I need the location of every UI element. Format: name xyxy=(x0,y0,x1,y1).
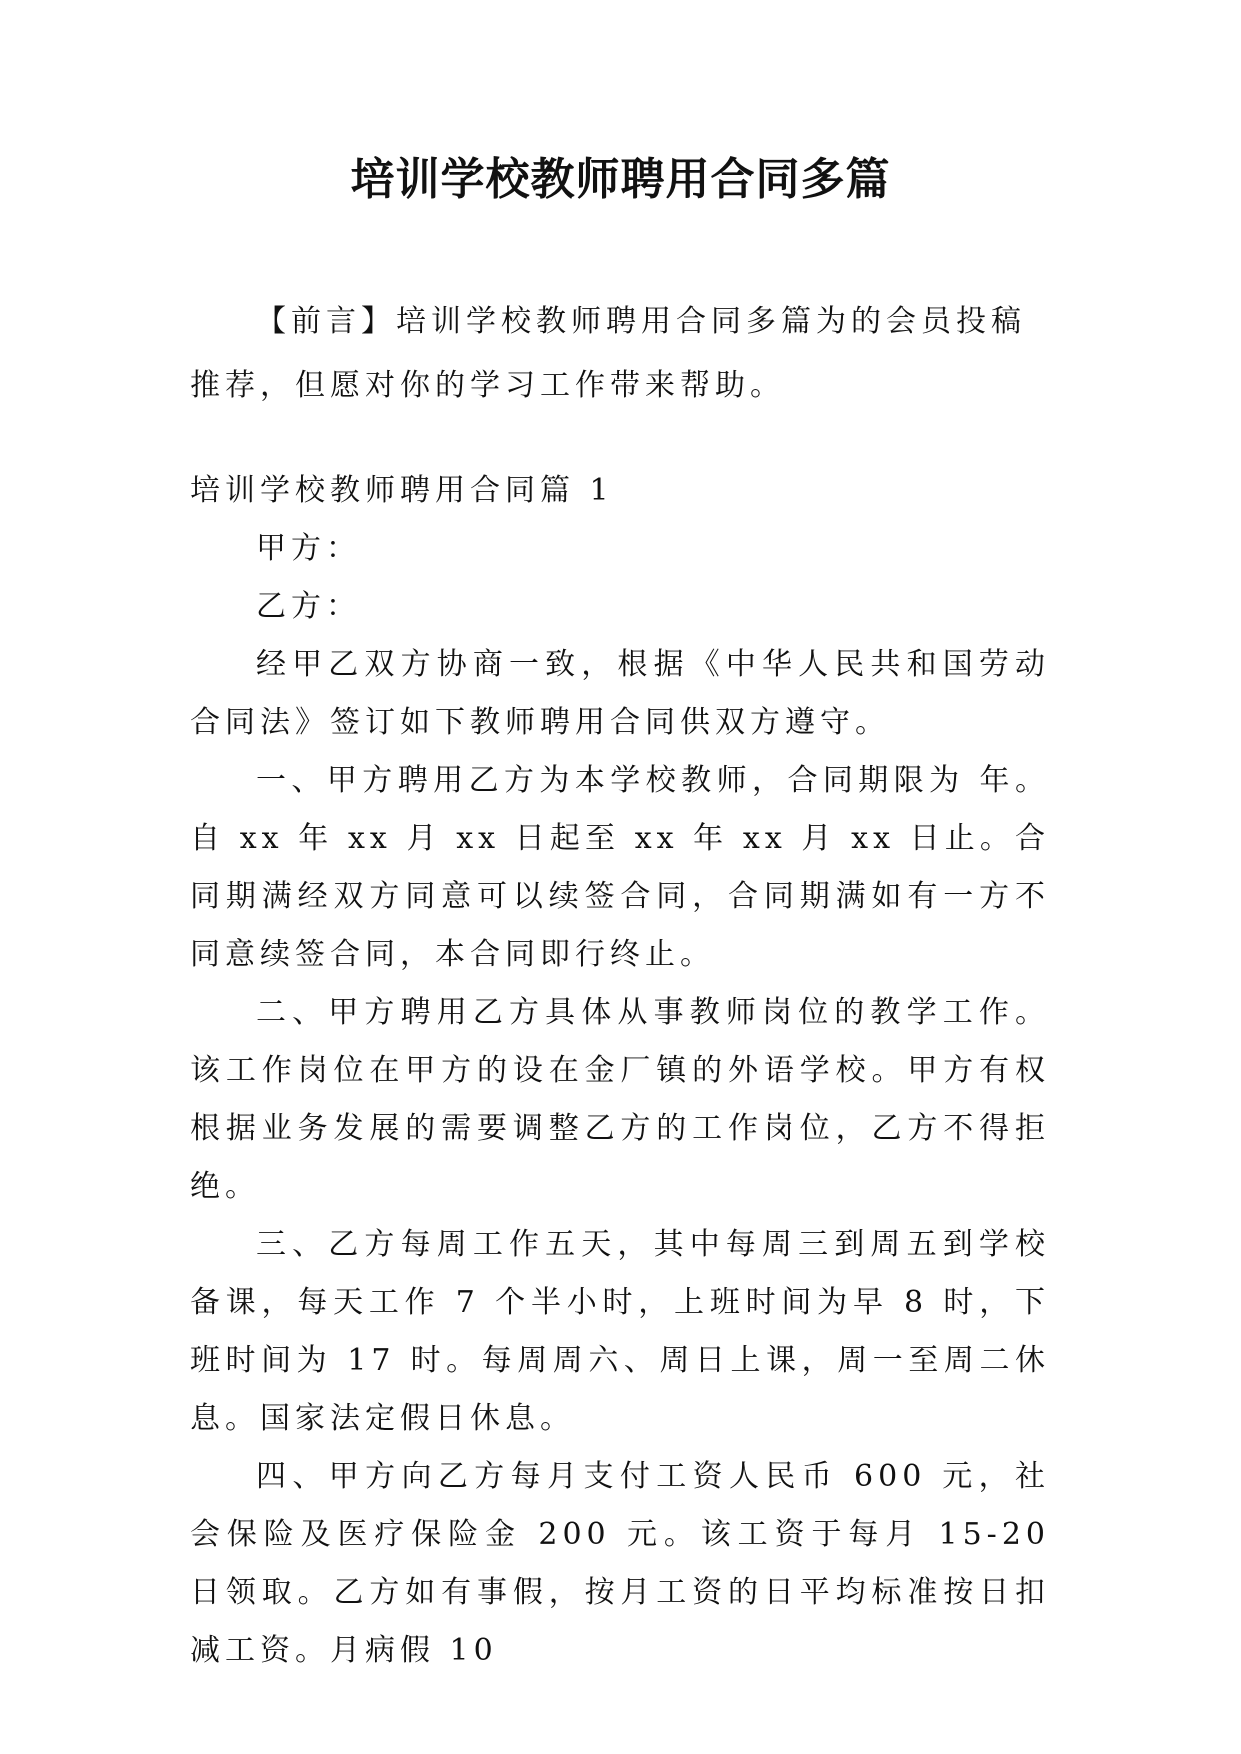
preface-paragraph: 【前言】培训学校教师聘用合同多篇为的会员投稿推荐，但愿对你的学习工作带来帮助。 xyxy=(190,304,1026,403)
clause-one-paragraph: 一、甲方聘用乙方为本学校教师，合同期限为 年。自 xx 年 xx 月 xx 日起至 xx 年 xx 月 xx 日止。合同期满经双方同意可以续签合同，合同期满如有一方不同意续签合同，本合同即行终止。 xyxy=(190,763,1050,972)
contract-body xyxy=(190,462,1050,1680)
party-a-line: 甲方： xyxy=(256,531,361,566)
agreement-intro-paragraph: 经甲乙双方协商一致，根据《中华人民共和国劳动合同法》签订如下教师聘用合同供双方遵守。 xyxy=(190,647,1050,740)
section-heading: 培训学校教师聘用合同篇 1 xyxy=(190,473,614,508)
party-b-line: 乙方： xyxy=(256,589,361,624)
clause-four-paragraph: 四、甲方向乙方每月支付工资人民币 600 元，社会保险及医疗保险金 200 元。该工资于每月 15-20 日领取。乙方如有事假，按月工资的日平均标准按日扣减工资。月病假 10 xyxy=(190,1459,1050,1668)
clause-three-paragraph: 三、乙方每周工作五天，其中每周三到周五到学校备课，每天工作 7 个半小时，上班时间为早 8 时，下班时间为 17 时。每周周六、周日上课，周一至周二休息。国家法定假日休息。 xyxy=(190,1227,1050,1436)
clause-two-paragraph: 二、甲方聘用乙方具体从事教师岗位的教学工作。该工作岗位在甲方的设在金厂镇的外语学校。甲方有权根据业务发展的需要调整乙方的工作岗位，乙方不得拒绝。 xyxy=(190,995,1050,1204)
document-title: 培训学校教师聘用合同多篇 xyxy=(350,154,891,205)
